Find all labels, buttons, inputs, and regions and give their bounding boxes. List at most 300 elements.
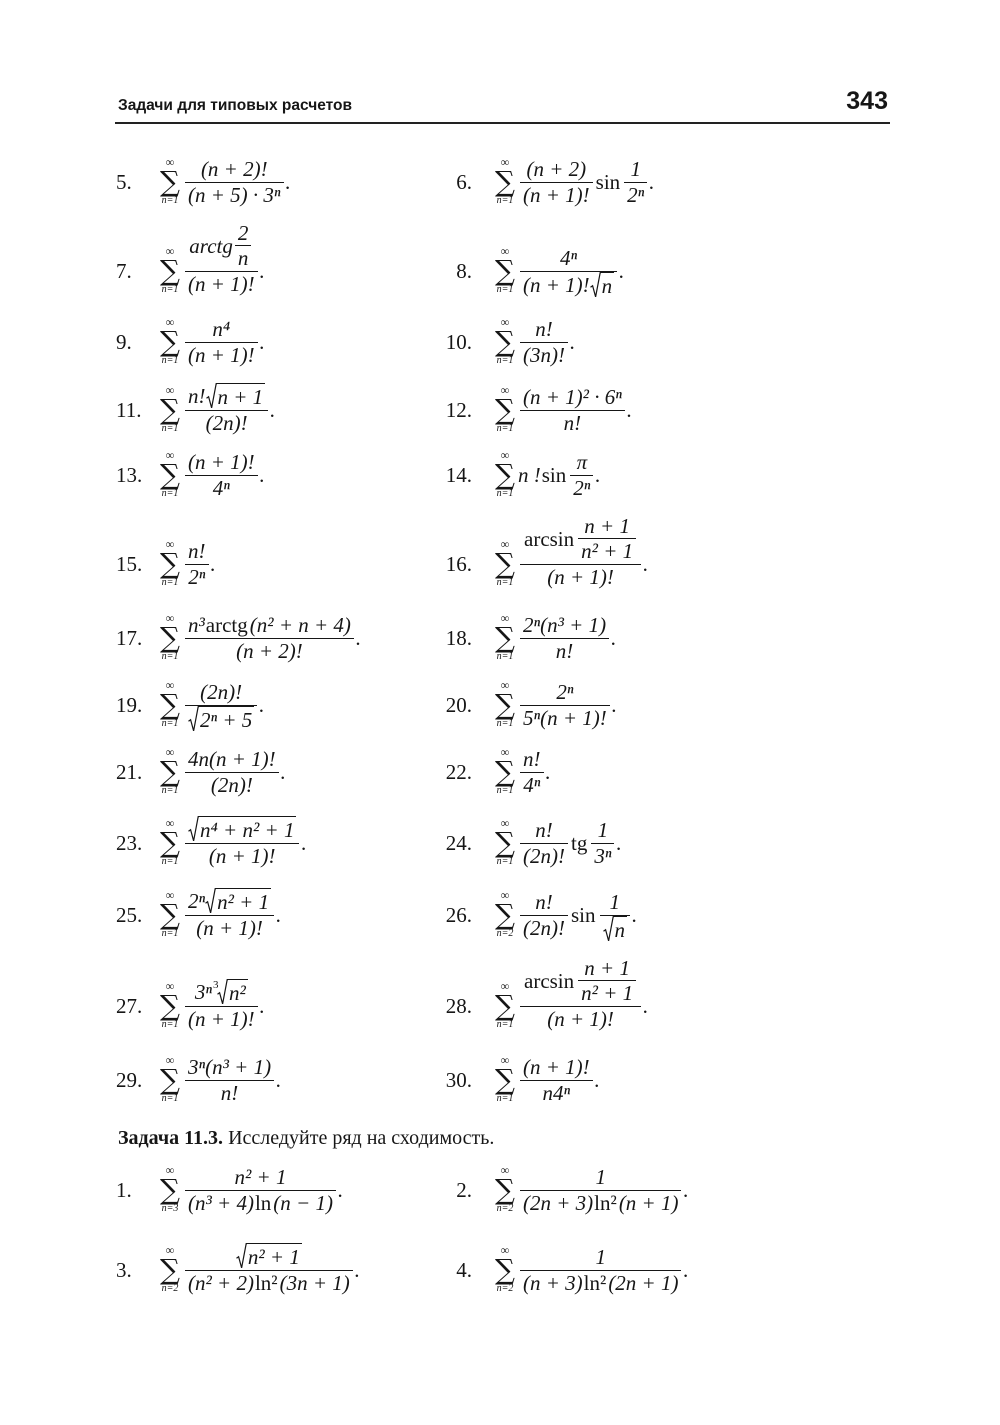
sum-lower-limit: n=1	[496, 284, 514, 295]
denominator	[185, 183, 284, 207]
math-text: n!	[188, 384, 206, 409]
sum-upper-limit: ∞	[500, 678, 510, 692]
sum-upper-limit: ∞	[165, 155, 175, 169]
math-text: n⁴ + n² + 1	[200, 818, 295, 843]
problem-number: 10.	[445, 329, 472, 354]
math-text: n³	[188, 613, 205, 638]
numerator	[591, 818, 614, 842]
numerator	[185, 1165, 336, 1189]
sum-lower-limit: n=2	[496, 1203, 514, 1214]
math-text: (2n)!	[210, 772, 253, 797]
sum-lower-limit: n=1	[496, 195, 514, 206]
problem-number: 17.	[116, 625, 143, 650]
sum-sign: ∑	[160, 755, 180, 788]
formula	[495, 450, 601, 500]
sum-upper-limit: ∞	[500, 611, 510, 625]
problem-number: 14.	[445, 462, 472, 487]
sum-lower-limit: n=1	[161, 1019, 179, 1030]
math-text: (n + 3)	[523, 1270, 583, 1295]
radicand	[216, 888, 271, 914]
denominator	[600, 916, 631, 942]
sum-upper-limit: ∞	[500, 816, 510, 830]
numerator	[520, 514, 641, 563]
sum-sign: ∑	[160, 325, 180, 358]
formula	[160, 1165, 343, 1215]
problem-number: 1.	[116, 1177, 132, 1202]
sum-sign: ∑	[495, 1253, 515, 1286]
sum-lower-limit: n=1	[161, 423, 179, 434]
math-text: .	[259, 462, 265, 487]
math-text: 4n(n + 1)!	[188, 747, 276, 772]
math-text: 3ⁿ	[594, 843, 612, 868]
denominator	[185, 916, 274, 940]
fraction	[520, 1055, 593, 1104]
fraction	[520, 956, 641, 1030]
problem-number: 27.	[116, 993, 143, 1018]
sum-upper-limit: ∞	[500, 155, 510, 169]
math-text: n	[614, 917, 625, 942]
denominator	[578, 981, 636, 1005]
square-root	[188, 816, 296, 842]
math-text: (n + 1)!	[523, 1055, 590, 1080]
math-text: (n² + 2)	[188, 1270, 254, 1295]
summation	[495, 890, 515, 940]
numerator	[520, 818, 568, 842]
math-text: π	[576, 450, 588, 475]
sum-lower-limit: n=2	[496, 928, 514, 939]
problem-number: 3.	[116, 1257, 132, 1282]
math-text: n!	[535, 890, 553, 915]
sum-sign: ∑	[160, 393, 180, 426]
math-text: (n + 1)!	[547, 564, 614, 589]
sum-upper-limit: ∞	[500, 1053, 510, 1067]
sum-upper-limit: ∞	[165, 537, 175, 551]
radical-sign-icon	[236, 1243, 247, 1269]
problem-number: 30.	[445, 1067, 472, 1092]
denominator	[520, 183, 593, 207]
fraction	[185, 157, 284, 206]
math-text: 4ⁿ	[560, 246, 578, 271]
summation	[495, 157, 515, 207]
math-text: .	[259, 993, 265, 1018]
math-text: 1	[595, 1165, 606, 1190]
math-text: (n − 1)	[273, 1190, 333, 1215]
math-text: n² + 1	[217, 890, 270, 915]
sum-lower-limit: n=2	[496, 1283, 514, 1294]
math-text: .	[210, 551, 216, 576]
sum-lower-limit: n=1	[496, 355, 514, 366]
sum-sign: ∑	[495, 325, 515, 358]
math-text: .	[595, 462, 601, 487]
problem-item	[418, 1025, 600, 1135]
fraction	[520, 1245, 681, 1294]
function-name: arctg	[205, 613, 248, 638]
math-text: 4ⁿ	[523, 772, 541, 797]
sum-upper-limit: ∞	[500, 537, 510, 551]
page-number: 343	[846, 87, 888, 115]
function-name: tg	[570, 830, 588, 855]
summation	[160, 157, 180, 207]
math-text: (n + 5) · 3ⁿ	[188, 182, 281, 207]
math-text: (2n)!	[523, 843, 565, 868]
sum-sign: ∑	[160, 1173, 180, 1206]
numerator	[185, 613, 354, 637]
problem-number: 22.	[445, 759, 472, 784]
math-text: n!	[535, 317, 553, 342]
math-text: 3ⁿ	[194, 980, 212, 1005]
math-text: 2ⁿ	[556, 680, 574, 705]
square-root	[603, 916, 628, 942]
sum-sign: ∑	[495, 688, 515, 721]
task-heading	[118, 1126, 494, 1150]
math-text: n	[237, 246, 249, 271]
cube-root	[212, 979, 248, 1006]
math-text: 2ⁿ	[188, 564, 206, 589]
math-text: (n + 1)!	[523, 272, 590, 297]
problem-number: 4.	[456, 1257, 472, 1282]
radical-sign-icon	[217, 979, 228, 1005]
math-text: .	[259, 258, 265, 283]
math-text: .	[301, 830, 307, 855]
numerator	[185, 979, 258, 1005]
math-text: 1	[597, 818, 609, 843]
square-root	[590, 272, 615, 298]
math-text: n⁴	[212, 317, 231, 342]
numerator	[185, 816, 299, 842]
fraction	[520, 514, 641, 588]
denominator	[185, 1271, 353, 1295]
function-name: ln	[254, 1190, 272, 1215]
math-text: .	[619, 258, 625, 283]
sum-upper-limit: ∞	[165, 315, 175, 329]
square-root	[206, 383, 266, 409]
math-text: .	[626, 397, 633, 422]
fraction	[185, 1055, 274, 1104]
sum-sign: ∑	[160, 165, 180, 198]
sum-upper-limit: ∞	[500, 979, 510, 993]
sum-upper-limit: ∞	[165, 979, 175, 993]
math-text: (3n)!	[523, 342, 565, 367]
sum-upper-limit: ∞	[500, 1243, 510, 1257]
sum-sign: ∑	[495, 547, 515, 580]
sum-upper-limit: ∞	[165, 611, 175, 625]
math-group	[188, 1271, 350, 1295]
math-text: .	[611, 625, 617, 650]
summation	[160, 1245, 180, 1295]
math-text: .	[276, 902, 282, 927]
numerator	[520, 317, 568, 341]
math-text: n² + 1	[581, 539, 634, 564]
sum-sign: ∑	[495, 898, 515, 931]
math-text: .	[259, 692, 265, 717]
problem-item	[116, 1025, 281, 1135]
formula	[495, 1245, 689, 1295]
sum-upper-limit: ∞	[165, 678, 175, 692]
sum-upper-limit: ∞	[165, 745, 175, 759]
math-text: .	[280, 759, 286, 784]
numerator	[520, 246, 617, 270]
math-text: n + 1	[584, 514, 630, 539]
sum-sign: ∑	[160, 458, 180, 491]
math-group	[195, 979, 248, 1005]
denominator	[520, 1081, 593, 1105]
denominator	[624, 183, 647, 207]
math-text: (n + 1)² · 6ⁿ	[523, 385, 622, 410]
math-text: n !	[518, 462, 541, 487]
sum-lower-limit: n=1	[161, 488, 179, 499]
fraction	[624, 157, 647, 206]
function-name: sin	[595, 169, 621, 194]
fraction	[185, 979, 258, 1030]
sum-sign: ∑	[495, 1173, 515, 1206]
numerator	[520, 956, 641, 1005]
denominator	[570, 476, 593, 500]
math-text: (n + 1)	[618, 1190, 679, 1215]
radical-sign-icon	[590, 272, 601, 298]
formula	[160, 1243, 360, 1296]
math-text: (2n + 3)	[523, 1190, 594, 1215]
sum-sign: ∑	[160, 254, 180, 287]
sum-lower-limit: n=1	[161, 928, 179, 939]
function-name: sin	[541, 462, 567, 487]
sum-upper-limit: ∞	[165, 1243, 175, 1257]
sum-upper-limit: ∞	[500, 745, 510, 759]
sum-upper-limit: ∞	[500, 1163, 510, 1177]
sum-upper-limit: ∞	[500, 383, 510, 397]
radical-sign-icon	[205, 888, 216, 914]
math-group	[188, 613, 351, 637]
sum-sign: ∑	[495, 458, 515, 491]
math-text: .	[594, 1067, 600, 1092]
formula	[160, 1055, 281, 1105]
math-text: (3n + 1)	[279, 1270, 350, 1295]
function-name: ln²	[254, 1270, 278, 1295]
math-text: (n + 1)!	[547, 1006, 614, 1031]
formula	[160, 450, 265, 500]
math-text: (n + 2)!	[200, 157, 268, 182]
numerator	[185, 888, 274, 914]
problem-number: 16.	[445, 551, 472, 576]
numerator	[624, 157, 647, 181]
math-text: 2ⁿ	[188, 889, 206, 914]
sum-sign: ∑	[495, 165, 515, 198]
formula	[495, 1055, 600, 1105]
math-text: n!	[535, 818, 553, 843]
sum-sign: ∑	[495, 826, 515, 859]
sum-upper-limit: ∞	[165, 448, 175, 462]
root-index: 3	[212, 979, 219, 992]
sum-upper-limit: ∞	[500, 315, 510, 329]
math-text: .	[569, 329, 576, 354]
problem-number: 19.	[116, 692, 143, 717]
math-text: n² + 1	[581, 981, 634, 1006]
radical-sign-icon	[603, 916, 614, 942]
sum-sign: ∑	[495, 755, 515, 788]
sum-lower-limit: n=1	[161, 785, 179, 796]
math-text: .	[616, 830, 622, 855]
sum-lower-limit: n=1	[496, 785, 514, 796]
math-text: .	[337, 1177, 344, 1202]
math-text: (n + 2)!	[236, 638, 303, 663]
math-group	[523, 514, 638, 563]
math-text: n!	[523, 747, 541, 772]
radicand	[614, 916, 628, 942]
problem-number: 28.	[445, 993, 472, 1018]
square-root	[205, 888, 271, 914]
denominator	[185, 476, 258, 500]
math-text: (n + 1)!	[188, 342, 255, 367]
function-name: sin	[570, 902, 596, 927]
math-text: 4ⁿ	[212, 475, 230, 500]
math-group	[188, 888, 271, 914]
problem-number: 24.	[445, 830, 472, 855]
radicand	[601, 272, 615, 298]
math-text: .	[276, 1067, 282, 1092]
math-text: 1	[630, 157, 641, 182]
math-text: 2ⁿ(n³ + 1)	[523, 613, 607, 638]
math-text: .	[632, 902, 638, 927]
sum-sign: ∑	[495, 621, 515, 654]
math-text: .	[270, 397, 276, 422]
math-text: 2ⁿ	[627, 182, 645, 207]
numerator	[185, 1055, 274, 1079]
sum-sign: ∑	[160, 621, 180, 654]
numerator	[185, 450, 258, 474]
sum-sign: ∑	[495, 393, 515, 426]
problem-number: 23.	[116, 830, 143, 855]
sum-sign: ∑	[160, 989, 180, 1022]
problem-number: 2.	[456, 1177, 472, 1202]
denominator	[520, 1191, 681, 1215]
sum-sign: ∑	[160, 826, 180, 859]
summation	[495, 539, 515, 589]
sum-lower-limit: n=1	[161, 195, 179, 206]
summation	[160, 981, 180, 1031]
sum-lower-limit: n=1	[496, 488, 514, 499]
problem-number: 6.	[456, 169, 472, 194]
math-text: .	[611, 692, 618, 717]
denominator	[185, 1081, 274, 1105]
sum-upper-limit: ∞	[165, 383, 175, 397]
numerator	[185, 747, 279, 771]
sum-sign: ∑	[495, 989, 515, 1022]
sum-sign: ∑	[495, 1063, 515, 1096]
formula	[160, 888, 281, 941]
math-text: arctg	[189, 233, 233, 258]
math-text: (n + 1)!	[208, 843, 276, 868]
problem-number: 11.	[116, 397, 142, 422]
math-text: .	[643, 993, 649, 1018]
summation	[495, 981, 515, 1031]
fraction	[520, 1165, 681, 1214]
numerator	[520, 747, 544, 771]
formula	[160, 539, 216, 589]
math-text: n!	[563, 410, 582, 435]
denominator	[520, 916, 568, 940]
summation	[495, 450, 515, 500]
sum-lower-limit: n=1	[161, 651, 179, 662]
math-text: n!	[555, 638, 574, 663]
math-text: n² + 1	[234, 1165, 287, 1190]
math-text: n + 1	[584, 956, 630, 981]
math-text: (n + 1)!	[188, 1006, 255, 1031]
math-group	[523, 1191, 678, 1215]
math-group	[189, 221, 253, 270]
sum-lower-limit: n=1	[161, 856, 179, 867]
problem-number: 8.	[456, 258, 472, 283]
fraction	[185, 888, 274, 939]
denominator	[520, 1271, 681, 1295]
numerator	[520, 1165, 681, 1189]
function-name: ln²	[583, 1270, 607, 1295]
numerator	[185, 317, 258, 341]
math-text: 5ⁿ(n + 1)!	[523, 705, 607, 730]
problem-number: 26.	[445, 902, 472, 927]
summation	[160, 450, 180, 500]
sum-lower-limit: n=1	[161, 1093, 179, 1104]
sum-upper-limit: ∞	[165, 1163, 175, 1177]
denominator	[578, 539, 636, 563]
math-text: n4ⁿ	[542, 1080, 571, 1105]
running-header-title: Задачи для типовых расчетов	[118, 97, 353, 114]
numerator	[600, 890, 631, 914]
math-text: .	[355, 625, 362, 650]
numerator	[185, 539, 209, 563]
formula	[495, 1165, 689, 1215]
sum-lower-limit: n=1	[161, 577, 179, 588]
math-text: (n + 1)!	[188, 450, 255, 475]
summation	[160, 1165, 180, 1215]
radicand	[247, 1243, 302, 1269]
summation	[495, 1245, 515, 1295]
fraction	[570, 450, 593, 499]
sum-lower-limit: n=1	[161, 355, 179, 366]
math-group	[188, 383, 265, 409]
numerator	[570, 450, 593, 474]
fraction	[185, 539, 209, 588]
numerator	[185, 221, 258, 270]
math-text: n!	[220, 1080, 239, 1105]
sum-upper-limit: ∞	[500, 888, 510, 902]
sum-sign: ∑	[495, 254, 515, 287]
radicand	[217, 383, 266, 409]
math-text: .	[354, 1257, 361, 1282]
numerator	[520, 890, 568, 914]
sum-upper-limit: ∞	[165, 244, 175, 258]
numerator	[578, 514, 636, 538]
numerator	[520, 1245, 681, 1269]
sum-lower-limit: n=1	[496, 577, 514, 588]
math-text: (n³ + 4)	[188, 1190, 254, 1215]
sum-lower-limit: n=1	[161, 718, 179, 729]
sum-sign: ∑	[160, 898, 180, 931]
sum-upper-limit: ∞	[165, 816, 175, 830]
numerator	[185, 383, 268, 409]
math-text: .	[683, 1177, 689, 1202]
problem-item	[418, 1215, 689, 1325]
math-text: (2n + 1)	[608, 1270, 679, 1295]
fraction	[578, 956, 636, 1005]
problem-number: 5.	[116, 169, 132, 194]
numerator	[578, 956, 636, 980]
math-text: .	[649, 169, 655, 194]
radicand	[228, 979, 248, 1005]
numerator	[520, 1055, 593, 1079]
sum-lower-limit: n=3	[161, 1203, 179, 1214]
sum-upper-limit: ∞	[500, 244, 510, 258]
math-group	[523, 956, 638, 1005]
math-text: 2ⁿ + 5	[200, 707, 253, 732]
